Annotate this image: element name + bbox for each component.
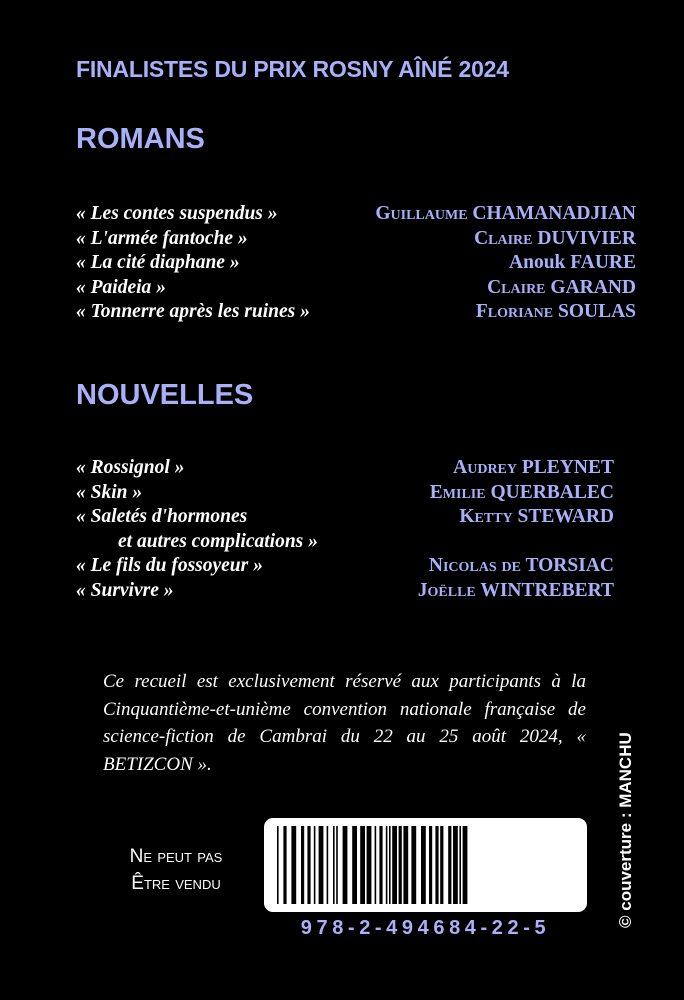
work-title: « Skin » [76,481,143,503]
nouvelles-heading: NOUVELLES [76,379,254,411]
author-name [375,203,636,225]
romans-list [76,203,636,326]
list-item [76,277,636,302]
work-title-continuation: et autres complications » [118,530,318,552]
work-title: « La cité diaphane » [76,252,240,273]
work-title: « Saletés d'hormones [76,506,248,527]
author-first-name: Guillaume [375,203,468,224]
barcode-bar [327,826,329,904]
barcode-bar [448,826,451,904]
list-item [76,555,614,580]
barcode-bar [399,826,402,904]
work-title: « Paideia » [76,276,166,298]
author-first-name: Anouk [509,252,566,273]
work-title: « L'armée fantoche » [76,227,248,249]
barcode-bar [389,826,391,904]
barcode-bar [392,826,397,904]
barcode-bar [352,826,357,904]
barcode-bar [301,826,304,904]
work-title: « Le fils du fossoyeur » [76,555,263,576]
barcode-bar [463,826,468,904]
main-title: FINALISTES DU PRIX ROSNY AÎNÉ 2024 [76,56,509,82]
barcode-bar [291,826,296,904]
author-last-name: FAURE [570,252,636,273]
cover-credit: © couverture : MANCHU [616,732,635,928]
barcode [264,818,587,912]
barcode-bar [375,826,377,904]
barcode-bar [319,826,324,904]
list-item [76,457,614,482]
list-item [76,228,636,253]
author-last-name: SOULAS [557,301,636,322]
author-first-name: Joëlle [417,579,476,601]
list-item [76,203,636,228]
barcode-bar [360,826,365,904]
author-name [429,555,614,577]
author-name [474,228,636,250]
author-first-name: Emilie [429,481,486,503]
author-last-name: DUVIVIER [537,227,636,249]
list-item [76,252,636,277]
work-title: « Rossignol » [76,457,185,478]
barcode-bar [314,826,316,904]
barcode-bar [283,826,286,904]
not-for-sale-line-2: Être vendu [131,873,221,894]
barcode-bar [367,826,372,904]
author-last-name: WINTREBERT [480,579,614,601]
barcode-bar [277,826,279,904]
author-name [418,580,614,602]
author-name [476,301,636,323]
not-for-sale-line-1: Ne peut pas [129,846,223,867]
author-last-name: STEWARD [517,506,614,527]
nouvelles-list [76,457,614,604]
list-item [76,580,614,605]
author-first-name: Audrey [453,457,518,478]
barcode-bar [379,826,382,904]
author-name [487,277,636,299]
barcode-bar [435,826,438,904]
author-last-name: CHAMANADJIAN [472,203,636,224]
author-name [453,457,614,479]
author-name [430,482,614,504]
list-item [76,301,636,326]
list-item [76,506,614,531]
work-title: « Survivre » [76,579,174,601]
work-title: « Tonnerre après les ruines » [76,301,310,322]
list-item [76,482,614,507]
barcode-bar [403,826,408,904]
author-name [509,252,636,274]
author-last-name: GARAND [550,276,636,298]
author-last-name: PLEYNET [521,457,614,478]
barcode-bar [459,826,461,904]
author-first-name: Claire [487,276,546,298]
barcode-bar [336,826,338,904]
author-last-name: QUERBALEC [490,481,614,503]
not-for-sale-label [96,843,256,897]
barcode-bar [411,826,416,904]
barcode-bar [307,826,310,904]
romans-heading: ROMANS [76,123,205,155]
work-title: « Les contes suspendus » [76,203,278,224]
barcode-bar [440,826,443,904]
barcode-bars [277,826,574,904]
author-first-name: Floriane [475,301,554,322]
barcode-bar [421,826,426,904]
list-item [76,531,614,556]
isbn-number: 978-2-494684-22-5 [300,917,551,939]
barcode-bar [453,826,458,904]
collection-notice: Ce recueil est exclusivement réservé aux participants à la Cinquantième-et-unième convention nationale française de science-fiction de Cambrai du 22 au 25 août 2024, « BETIZCON ». [103,671,586,775]
author-last-name: TORSIAC [525,555,614,576]
barcode-bar [386,826,388,904]
author-name [459,506,614,528]
author-first-name: Ketty [459,506,513,527]
barcode-bar [429,826,432,904]
author-first-name: Claire [474,227,533,249]
author-first-name: Nicolas de [428,555,521,576]
barcode-bar [333,826,335,904]
barcode-bar [343,826,348,904]
